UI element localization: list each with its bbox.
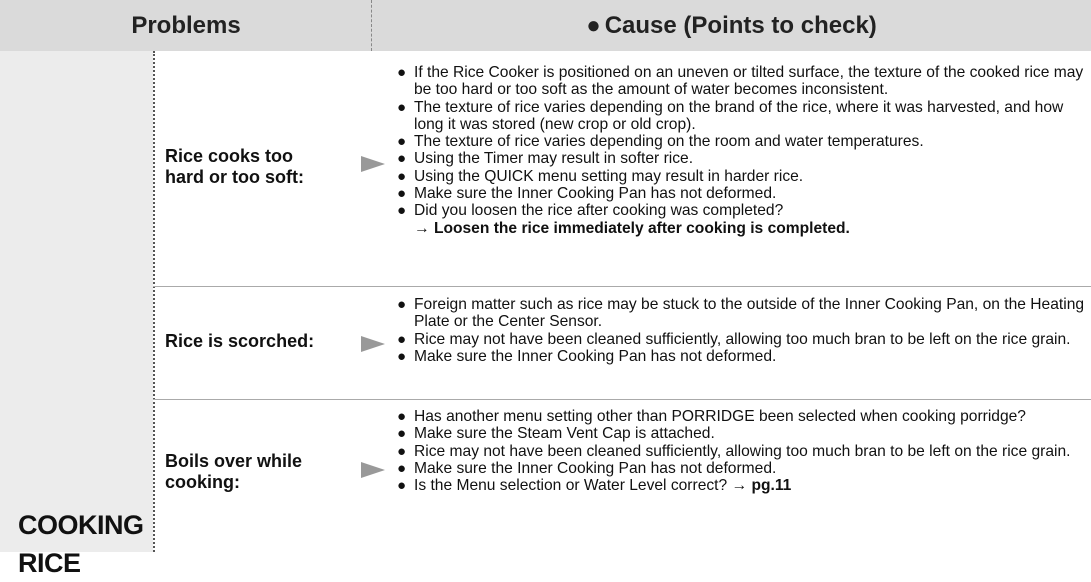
bullet-icon: ● — [397, 347, 407, 365]
category-divider — [153, 51, 155, 552]
note-item: → Loosen the rice immediately after cooking is completed. — [414, 219, 850, 237]
problem-text: hard or too soft: — [165, 167, 304, 187]
list-item: ● Did you loosen the rice after cooking was completed? — [397, 202, 784, 220]
problem-text: Boils over while — [165, 451, 303, 471]
row-divider — [153, 286, 1091, 287]
bullet-icon: ● — [397, 442, 407, 460]
arrow-icon: → — [731, 477, 748, 495]
list-item: ● Is the Menu selection or Water Level correct? → pg.11 — [397, 477, 792, 495]
list-item: ● Using the QUICK menu setting may result in harder rice. — [397, 167, 804, 185]
arrow-icon: → — [414, 219, 430, 237]
bullet-icon: ● — [397, 167, 407, 185]
list-item: ● Has another menu setting other than PORRIDGE been selected when cooking porridge? — [397, 408, 1026, 425]
bullet-icon: ● — [397, 202, 407, 220]
bullet-icon: ● — [397, 459, 407, 477]
problem-boils-over — [165, 451, 302, 493]
row-divider — [153, 399, 1091, 400]
problem-text: Rice is scorched: — [165, 331, 315, 351]
list-item: ● Using the Timer may result in softer rice. — [397, 150, 694, 168]
bullet-icon: ● — [397, 98, 407, 116]
list-item: ● Make sure the Inner Cooking Pan has not deformed. — [397, 347, 777, 365]
list-item: ● Rice may not have been cleaned sufficiently, allowing too much bran to be left on the rice grain. — [397, 442, 1071, 460]
arrow-right-icon — [361, 462, 385, 478]
problem-scorched — [165, 331, 314, 352]
table-header — [0, 0, 1091, 51]
problem-hard-soft — [165, 146, 304, 188]
arrow-right-icon — [361, 156, 385, 172]
category-label-line2: RICE — [18, 548, 81, 578]
bullet-icon: ● — [397, 296, 407, 313]
list-item: ● If the Rice Cooker is positioned on an uneven or tilted surface, the texture of the cooked rice may be too hard or too soft as the amount of water becomes inconsistent. — [397, 64, 1084, 99]
list-item: ● The texture of rice varies depending on the room and water temperatures. — [397, 133, 924, 151]
list-item: ● Rice may not have been cleaned sufficiently, allowing too much bran to be left on the rice grain. — [397, 330, 1071, 348]
category-label — [18, 506, 144, 582]
bullet-icon: ● — [397, 64, 407, 81]
cause-column-header — [372, 0, 1091, 51]
bullet-icon: ● — [397, 425, 407, 443]
bullet-icon: ● — [397, 477, 407, 495]
bullet-icon: ● — [397, 408, 407, 425]
bullet-icon: ● — [397, 330, 407, 348]
list-item: ● Foreign matter such as rice may be stuck to the outside of the Inner Cooking Pan, on the Heating Plate or the Center Sensor. — [397, 296, 1085, 331]
bullet-icon: ● — [397, 133, 407, 151]
problem-text: cooking: — [165, 472, 240, 492]
cause-column-label: Cause (Points to check) — [604, 11, 877, 39]
list-item: ● The texture of rice varies depending on the brand of the rice, where it was harvested, and how long it was stored (new crop or old crop). — [397, 98, 1064, 133]
cause-list — [397, 296, 1087, 365]
category-cell — [0, 51, 153, 578]
cause-list — [397, 408, 1087, 494]
list-item: ● Make sure the Inner Cooking Pan has not deformed. — [397, 459, 777, 477]
problem-text: Rice cooks too — [165, 146, 294, 166]
bullet-icon: ● — [586, 11, 601, 39]
list-item: ● Make sure the Inner Cooking Pan has not deformed. — [397, 185, 777, 203]
bullet-icon: ● — [397, 185, 407, 203]
bullet-icon: ● — [397, 150, 407, 168]
category-label-line1: COOKING — [18, 510, 144, 540]
page-reference: pg.11 — [751, 477, 792, 495]
cause-list — [397, 64, 1087, 237]
arrow-right-icon — [361, 336, 385, 352]
list-item: ● Make sure the Steam Vent Cap is attached. — [397, 425, 715, 443]
problems-column-header: Problems — [131, 11, 241, 39]
